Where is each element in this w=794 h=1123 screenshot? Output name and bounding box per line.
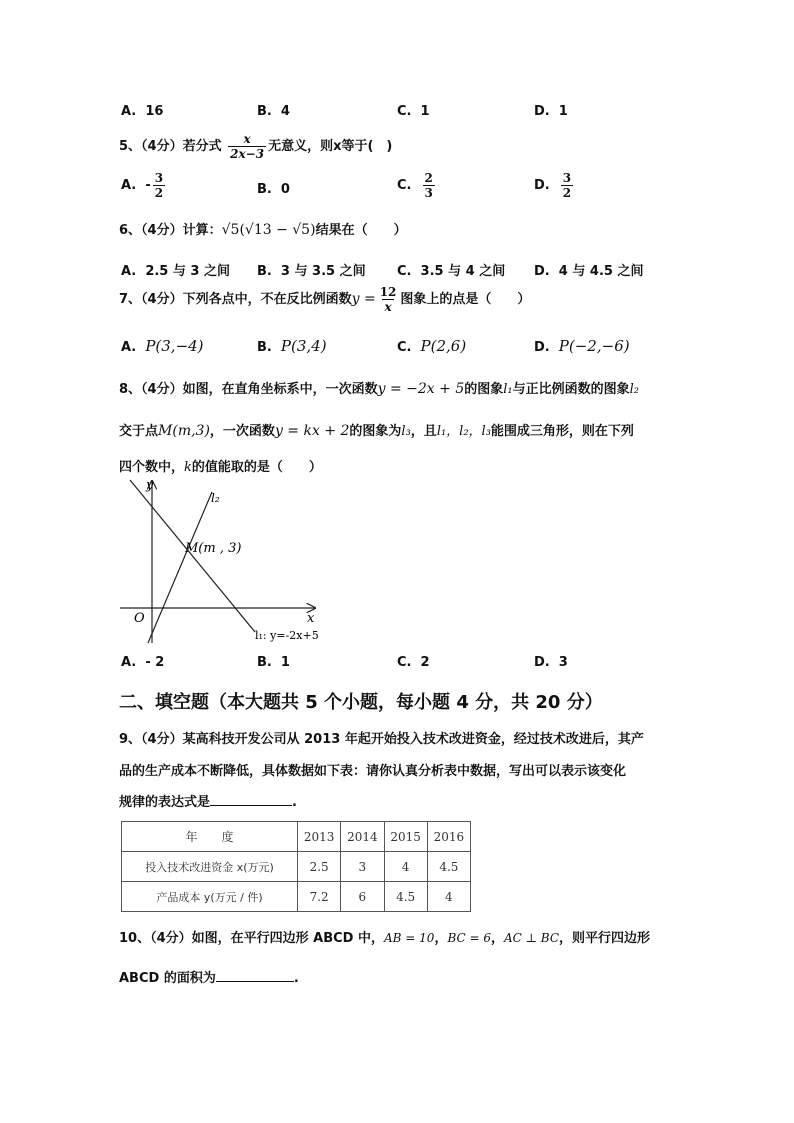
table-row [122, 882, 471, 912]
q9-data-table [121, 821, 471, 912]
q4-option-d: D. 1 [534, 104, 568, 119]
y-axis-label: y [146, 478, 154, 493]
q5-option-a: A. - $\frac{3}{2}$ [121, 171, 164, 200]
table-cell: 4 [427, 882, 470, 912]
q6-option-c: C. 3.5 与 4 之间 [397, 264, 506, 279]
question-9-line-3: 规律的表达式是 . [119, 795, 297, 810]
question-10-line-1: 10、（4分）如图，在平行四边形 ABCD 中，AB = 10，BC = 6，AC ⊥ BC，则平行四边形 [119, 931, 651, 946]
q6-expression: √5(√13 − √5) [221, 222, 316, 238]
table-cell: 2014 [341, 822, 384, 852]
q5-option-d: D. $\frac{3}{2}$ [534, 171, 572, 200]
question-9-line-2: 品的生产成本不断降低，具体数据如下表：请你认真分析表中数据，写出可以表示该变化 [119, 764, 627, 779]
x-axis-label: x [307, 611, 315, 626]
q7-option-b: B. P(3,4) [257, 337, 327, 355]
q4-option-b: B. 4 [257, 104, 290, 119]
section-2-heading: 二、填空题（本大题共 5 个小题，每小题 4 分，共 20 分） [119, 692, 603, 713]
table-cell: 2015 [384, 822, 427, 852]
table-cell: 2016 [427, 822, 470, 852]
q5-fraction: $\frac{x}{2x-3}$ [230, 132, 265, 161]
table-cell: 2013 [298, 822, 341, 852]
table-cell: 6 [341, 882, 384, 912]
q8-option-c: C. 2 [397, 655, 430, 670]
l2-label: l₂ [211, 491, 220, 505]
q7-option-a: A. P(3,−4) [121, 337, 204, 355]
origin-label: O [134, 611, 145, 626]
q6-option-b: B. 3 与 3.5 之间 [257, 264, 366, 279]
table-header-label: 年 度 [122, 822, 298, 852]
table-row [122, 852, 471, 882]
question-9-line-1: 9、（4分）某高科技开发公司从 2013 年起开始投入技术改进资金，经过技术改进后，其产 [119, 732, 644, 747]
question-8-line-2: 交于点M(m,3)，一次函数y = kx + 2的图象为l₃，且l₁，l₂，l₃能围成三角形，则在下列 [119, 423, 634, 439]
question-6: 6、（4分）计算：√5(√13 − √5)结果在（ ） [119, 222, 407, 238]
q7-option-d: D. P(−2,−6) [534, 337, 630, 355]
l1-label: l₁: y=-2x+5 [255, 629, 319, 642]
table-row-label: 产品成本 y(万元 / 件) [122, 882, 298, 912]
q4-option-c: C. 1 [397, 104, 430, 119]
q4-option-a: A. 16 [121, 104, 164, 119]
question-10-line-2: ABCD 的面积为 . [119, 971, 299, 986]
table-cell: 7.2 [298, 882, 341, 912]
line-l1 [130, 480, 255, 632]
table-cell: 3 [341, 852, 384, 882]
table-cell: 4 [384, 852, 427, 882]
question-5: 5、（4分）若分式 $\frac{x}{2x-3}$ 无意义，则x等于( ) [119, 132, 393, 161]
q8-option-d: D. 3 [534, 655, 568, 670]
q6-option-a: A. 2.5 与 3 之间 [121, 264, 230, 279]
question-8-line-1: 8、（4分）如图，在直角坐标系中，一次函数y = −2x + 5的图象l₁与正比例函数的图象l₂ [119, 381, 640, 397]
q5-option-c: C. $\frac{2}{3}$ [397, 171, 433, 200]
table-cell: 4.5 [427, 852, 470, 882]
table-row-label: 投入技术改进资金 x(万元) [122, 852, 298, 882]
question-7: 7、（4分）下列各点中，不在反比例函数y = $\frac{12}{x}$ 图象上的点是（ ） [119, 285, 531, 314]
point-m-label: M(m , 3) [185, 541, 242, 556]
q6-option-d: D. 4 与 4.5 之间 [534, 264, 644, 279]
table-row [122, 822, 471, 852]
q7-fraction: $\frac{12}{x}$ [379, 285, 397, 314]
q5-option-b: B. 0 [257, 182, 290, 197]
q10-answer-blank[interactable] [216, 969, 294, 982]
table-cell: 2.5 [298, 852, 341, 882]
table-cell: 4.5 [384, 882, 427, 912]
q9-answer-blank[interactable] [210, 793, 292, 806]
q7-option-c: C. P(2,6) [397, 337, 467, 355]
q8-option-b: B. 1 [257, 655, 290, 670]
q8-graph-figure [115, 475, 345, 650]
q8-option-a: A. - 2 [121, 655, 165, 670]
question-8-line-3: 四个数中，k的值能取的是（ ） [119, 460, 322, 475]
